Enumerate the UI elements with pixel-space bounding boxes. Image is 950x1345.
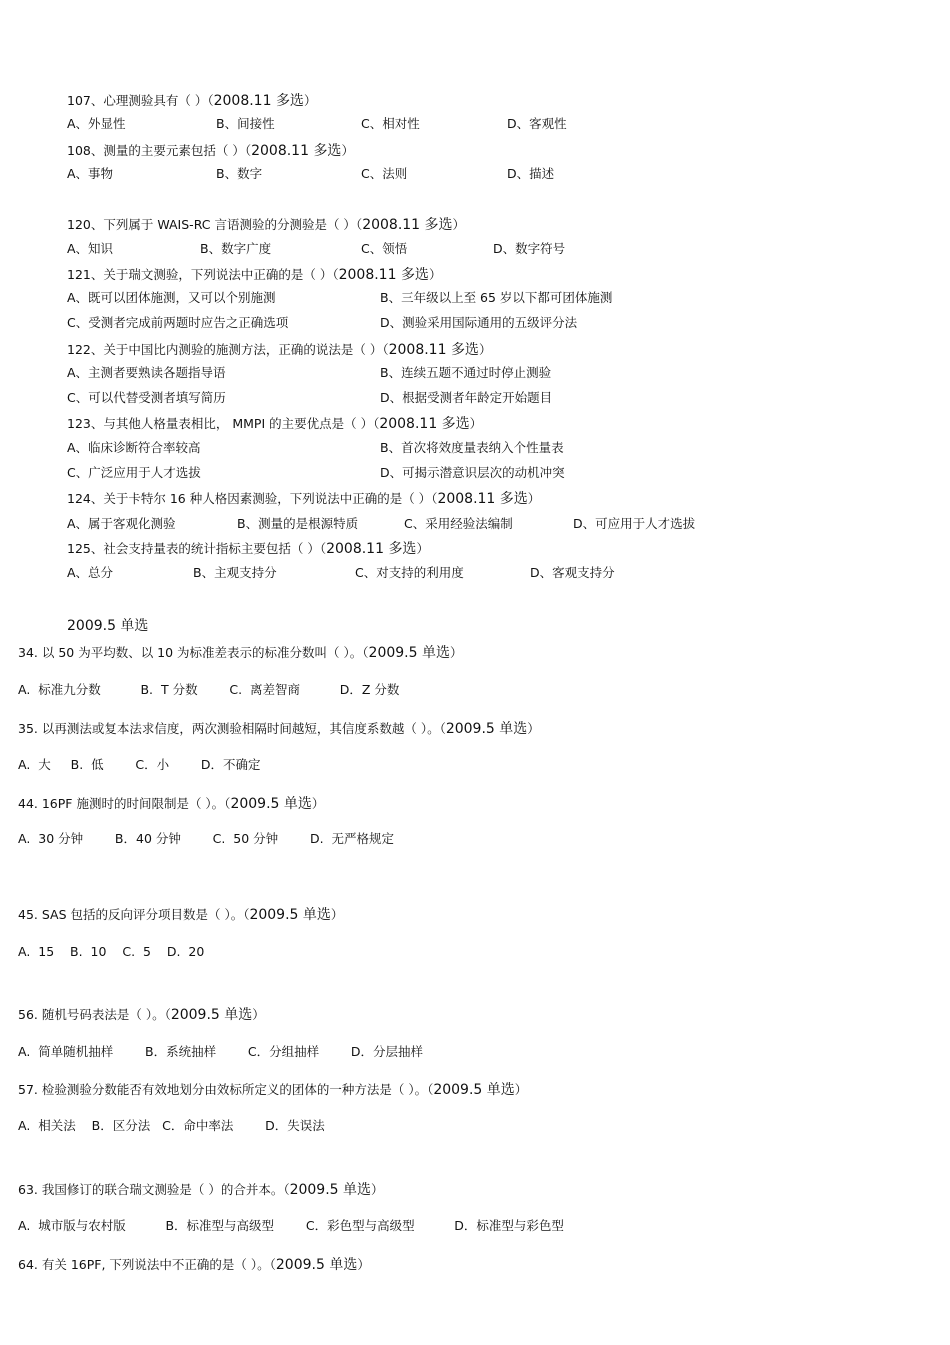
option-d: D、根据受测者年龄定开始题目 <box>380 390 553 405</box>
question-stem: 35. 以再测法或复本法求信度，两次测验相隔时间越短，其信度系数越（ ）。（ <box>18 721 446 736</box>
option-c: C、领悟 <box>361 241 408 256</box>
question-45 <box>18 907 343 923</box>
option-b: B、首次将效度量表纳入个性量表 <box>380 440 564 455</box>
options-line: A. 相关法 B．区分法 C．命中率法 D．失误法 <box>18 1118 325 1133</box>
option-a: A、外显性 <box>67 116 126 131</box>
question-end: ） <box>341 143 354 158</box>
exam-tag: 2009.5 单选 <box>230 796 312 812</box>
question-end: ） <box>357 1257 370 1272</box>
question-stem: 124、关于卡特尔 16 种人格因素测验，下列说法中正确的是（ ）（ <box>67 491 438 506</box>
exam-tag: 2008.11 多选 <box>326 541 417 557</box>
option-b: B、数字 <box>216 166 263 181</box>
option-b: B、主观支持分 <box>193 565 277 580</box>
question-63 <box>18 1182 384 1198</box>
option-b: B、测量的是根源特质 <box>237 516 359 531</box>
question-end: ） <box>330 907 344 922</box>
option-b: B、间接性 <box>216 116 275 131</box>
option-d: D、客观支持分 <box>530 565 615 580</box>
exam-tag: 2008.11 多选 <box>213 93 304 109</box>
exam-tag: 2008.11 多选 <box>379 416 470 432</box>
question-107 <box>67 93 316 109</box>
question-stem: 63. 我国修订的联合瑞文测验是（ ）的合并本。（ <box>18 1182 290 1197</box>
options-line: A. 简单随机抽样 B．系统抽样 C．分组抽样 D．分层抽样 <box>18 1044 424 1059</box>
exam-tag: 2008.11 多选 <box>338 267 429 283</box>
question-121 <box>67 267 441 283</box>
option-c: C、对支持的利用度 <box>355 565 464 580</box>
question-stem: 125、社会支持量表的统计指标主要包括（ ）（ <box>67 541 327 556</box>
options-line: A. 城市版与农村版 B．标准型与高级型 C．彩色型与高级型 D．标准型与彩色型 <box>18 1218 564 1233</box>
exam-tag: 2009.5 单选 <box>433 1082 515 1098</box>
question-end: ） <box>303 93 317 108</box>
question-stem: 108、测量的主要元素包括（ ）（ <box>67 143 252 158</box>
question-stem: 64. 有关 16PF, 下列说法中不正确的是（ ）。（ <box>18 1257 276 1272</box>
option-b: B、三年级以上至 65 岁以下都可团体施测 <box>380 290 613 305</box>
exam-tag: 2008.11 多选 <box>362 217 453 233</box>
question-stem: 44. 16PF 施测时的时间限制是（ ）。（ <box>18 796 231 811</box>
question-end: ） <box>252 1007 265 1022</box>
question-stem: 123、与其他人格量表相比， MMPI 的主要优点是（ ）（ <box>67 416 380 431</box>
option-a: A、主测者要熟读各题指导语 <box>67 365 226 380</box>
option-a: A、既可以团体施测，又可以个别施测 <box>67 290 276 305</box>
option-d: D、描述 <box>507 166 555 181</box>
question-stem: 34. 以 50 为平均数、以 10 为标准差表示的标准分数叫（ ）。（ <box>18 645 369 660</box>
exam-tag: 2009.5 单选 <box>275 1257 358 1273</box>
question-123 <box>67 416 482 432</box>
question-stem: 45. SAS 包括的反向评分项目数是（ ）。（ <box>18 907 250 922</box>
question-108 <box>67 143 354 159</box>
exam-tag: 2009.5 单选 <box>445 721 528 737</box>
question-end: ） <box>416 541 429 556</box>
options-line: A. 15 B. 10 C. 5 D. 20 <box>18 944 205 959</box>
option-d: D、测验采用国际通用的五级评分法 <box>380 315 578 330</box>
option-a: A、临床诊断符合率较高 <box>67 440 201 455</box>
question-end: ） <box>527 491 541 506</box>
exam-tag: 2009.5 单选 <box>170 1007 253 1023</box>
options-line: A. 大 B. 低 C．小 D．不确定 <box>18 757 261 772</box>
option-c: C、受测者完成前两题时应告之正确选项 <box>67 315 289 330</box>
question-124 <box>67 491 540 507</box>
question-end: ） <box>428 267 442 282</box>
exam-tag: 2009.5 单选 <box>289 1182 372 1198</box>
exam-tag: 2008.11 多选 <box>388 342 479 358</box>
option-a: A、知识 <box>67 241 114 256</box>
question-122 <box>67 342 491 358</box>
exam-tag: 2009.5 单选 <box>368 645 450 661</box>
option-d: D、可应用于人才选拔 <box>573 516 696 531</box>
question-stem: 57. 检验测验分数能否有效地划分由效标所定义的团体的一种方法是（ ）。（ <box>18 1082 434 1097</box>
question-56 <box>18 1007 265 1023</box>
option-b: B、数字广度 <box>200 241 272 256</box>
option-d: D、客观性 <box>507 116 567 131</box>
options-line: A. 30 分钟 B．40 分钟 C. 50 分钟 D. 无严格规定 <box>18 831 395 846</box>
option-d: D、数字符号 <box>493 241 566 256</box>
question-stem: 121、关于瑞文测验，下列说法中正确的是（ ）（ <box>67 267 339 282</box>
question-34 <box>18 645 463 661</box>
question-57 <box>18 1082 527 1098</box>
question-end: ） <box>449 645 463 660</box>
question-44 <box>18 796 324 812</box>
option-a: A、事物 <box>67 166 114 181</box>
question-end: ） <box>478 342 492 357</box>
question-stem: 107、心理测验具有（ ）（ <box>67 93 214 108</box>
question-64 <box>18 1257 370 1273</box>
question-end: ） <box>527 721 540 736</box>
question-end: ） <box>514 1082 528 1097</box>
question-end: ） <box>311 796 325 811</box>
options-line: A. 标准九分数 B. T 分数 C. 离差智商 D．Z 分数 <box>18 682 400 697</box>
option-a: A、属于客观化测验 <box>67 516 176 531</box>
option-c: C、可以代替受测者填写简历 <box>67 390 226 405</box>
question-stem: 56. 随机号码表法是（ ）。（ <box>18 1007 171 1022</box>
option-c: C、广泛应用于人才选拔 <box>67 465 201 480</box>
question-end: ） <box>452 217 466 232</box>
exam-tag: 2009.5 单选 <box>249 907 331 923</box>
exam-tag: 2008.11 多选 <box>251 143 342 159</box>
option-b: B、连续五题不通过时停止测验 <box>380 365 552 380</box>
question-stem: 122、关于中国比内测验的施测方法，正确的说法是（ ）（ <box>67 342 389 357</box>
question-120 <box>67 217 465 233</box>
option-c: C、采用经验法编制 <box>404 516 513 531</box>
option-d: D、可揭示潜意识层次的动机冲突 <box>380 465 565 480</box>
option-c: C、相对性 <box>361 116 420 131</box>
question-125 <box>67 541 429 557</box>
option-c: C、法则 <box>361 166 408 181</box>
question-stem: 120、下列属于 WAIS-RC 言语测验的分测验是（ ）（ <box>67 217 363 232</box>
question-end: ） <box>371 1182 384 1197</box>
question-35 <box>18 721 540 737</box>
question-end: ） <box>469 416 483 431</box>
option-a: A、总分 <box>67 565 114 580</box>
section-heading: 2009.5 单选 <box>67 618 149 634</box>
exam-tag: 2008.11 多选 <box>437 491 528 507</box>
